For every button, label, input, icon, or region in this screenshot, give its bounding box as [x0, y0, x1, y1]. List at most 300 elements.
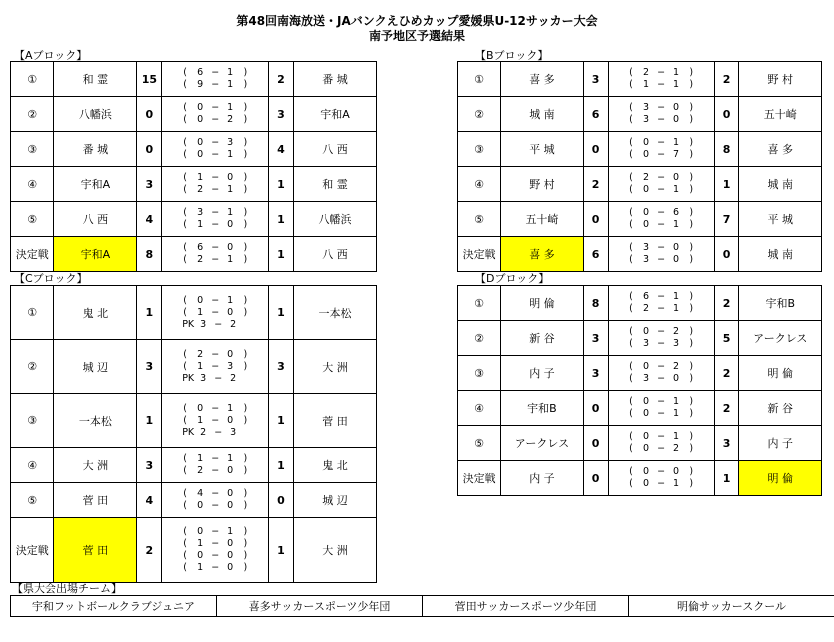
away-score: 1: [714, 461, 739, 496]
half-home-goals: 3: [197, 207, 204, 218]
match-row: [458, 321, 822, 356]
paren-close: ): [689, 303, 694, 314]
paren-open: (: [183, 306, 187, 318]
match-number: ⑤: [458, 202, 501, 237]
paren-open: (: [629, 184, 633, 195]
paren-open: (: [629, 466, 633, 477]
dash: −: [211, 219, 220, 230]
paren-open: (: [183, 526, 187, 537]
paren-close: ): [243, 538, 248, 549]
half-away-goals: 0: [227, 306, 234, 318]
dash: −: [657, 79, 666, 90]
half-score-line: [609, 396, 714, 408]
half-away-goals: 0: [227, 500, 234, 511]
paren-close: ): [243, 219, 248, 230]
half-away-goals: 0: [673, 172, 680, 183]
dash: −: [657, 443, 666, 454]
away-score: 3: [269, 340, 294, 394]
paren-open: (: [629, 396, 633, 407]
paren-close: ): [689, 254, 694, 265]
block-b-table: [457, 61, 822, 272]
half-home-goals: 0: [643, 431, 650, 442]
half-score-line: [162, 453, 268, 465]
half-home-goals: 0: [643, 207, 650, 218]
away-team: 八 西: [294, 237, 377, 272]
paren-open: (: [629, 114, 633, 125]
away-score: 0: [714, 97, 739, 132]
match-row: [11, 448, 377, 483]
pk-home: 2: [200, 426, 207, 438]
paren-close: ): [243, 348, 248, 360]
home-score: 0: [583, 461, 608, 496]
half-home-goals: 0: [197, 114, 204, 125]
half-scores: [162, 394, 269, 448]
home-team: 八幡浜: [54, 97, 137, 132]
away-team: アークレス: [739, 321, 822, 356]
half-away-goals: 2: [673, 361, 680, 372]
dash: −: [214, 372, 223, 384]
half-home-goals: 0: [643, 326, 650, 337]
dash: −: [211, 562, 220, 573]
paren-close: ): [243, 414, 248, 426]
match-number: ①: [11, 286, 54, 340]
paren-open: (: [183, 207, 187, 218]
block-c-label: 【Cブロック】: [14, 272, 88, 285]
paren-open: (: [183, 538, 187, 549]
paren-close: ): [689, 361, 694, 372]
home-score: 0: [583, 391, 608, 426]
half-score-line: [609, 361, 714, 373]
half-score-line: [162, 361, 268, 373]
dash: −: [211, 294, 220, 306]
half-scores: [162, 202, 269, 237]
half-away-goals: 0: [227, 219, 234, 230]
half-home-goals: 0: [197, 149, 204, 160]
match-number: ⑤: [11, 202, 54, 237]
half-score-line: [609, 466, 714, 478]
match-row: [11, 62, 377, 97]
pk-away: 2: [230, 318, 237, 330]
finals-team: 菅田サッカースポーツ少年団: [423, 596, 629, 617]
dash: −: [211, 550, 220, 561]
dash: −: [657, 149, 666, 160]
half-away-goals: 1: [227, 207, 234, 218]
match-row: [11, 518, 377, 583]
match-number: ④: [11, 448, 54, 483]
paren-open: (: [183, 79, 187, 90]
paren-close: ): [689, 102, 694, 113]
paren-close: ): [689, 114, 694, 125]
half-home-goals: 3: [643, 373, 650, 384]
match-number: ①: [458, 62, 501, 97]
paren-close: ): [243, 500, 248, 511]
home-score: 0: [583, 132, 608, 167]
home-score: 0: [137, 97, 162, 132]
home-team: 五十崎: [501, 202, 583, 237]
away-score: 8: [714, 132, 739, 167]
home-team: 鬼 北: [54, 286, 137, 340]
home-team: 喜 多: [501, 62, 583, 97]
away-team: 五十崎: [739, 97, 822, 132]
half-away-goals: 6: [673, 207, 680, 218]
paren-open: (: [183, 149, 187, 160]
dash: −: [657, 184, 666, 195]
half-scores: [608, 167, 714, 202]
block-c-table: [10, 285, 377, 583]
paren-close: ): [689, 431, 694, 442]
paren-close: ): [243, 79, 248, 90]
half-home-goals: 3: [643, 242, 650, 253]
away-team: 番 城: [294, 62, 377, 97]
half-scores: [608, 356, 714, 391]
half-home-goals: 3: [643, 102, 650, 113]
away-team: 大 洲: [294, 518, 377, 583]
half-home-goals: 1: [197, 172, 204, 183]
pk-away: 2: [230, 372, 237, 384]
half-score-line: [162, 307, 268, 319]
page-subtitle: 南予地区予選結果: [368, 29, 465, 43]
paren-close: ): [689, 408, 694, 419]
match-number: 決定戦: [458, 237, 501, 272]
half-scores: [608, 62, 714, 97]
home-team: 城 辺: [54, 340, 137, 394]
half-scores: [162, 62, 269, 97]
half-score-line: [162, 79, 268, 91]
half-score-line: [609, 172, 714, 184]
home-score: 2: [583, 167, 608, 202]
paren-open: (: [183, 242, 187, 253]
dash: −: [211, 242, 220, 253]
paren-open: (: [629, 207, 633, 218]
half-score-line: [162, 219, 268, 231]
half-score-line: [162, 538, 268, 550]
paren-close: ): [243, 526, 248, 537]
paren-close: ): [689, 242, 694, 253]
home-score: 0: [583, 202, 608, 237]
half-score-line: [162, 562, 268, 574]
paren-close: ): [689, 396, 694, 407]
half-away-goals: 1: [673, 137, 680, 148]
paren-open: (: [183, 294, 187, 306]
paren-open: (: [183, 488, 187, 499]
match-row: [458, 286, 822, 321]
half-score-line: [609, 207, 714, 219]
pk-label: PK: [182, 426, 195, 438]
paren-open: (: [629, 219, 633, 230]
away-score: 1: [714, 167, 739, 202]
paren-open: (: [629, 338, 633, 349]
half-away-goals: 1: [227, 149, 234, 160]
half-home-goals: 6: [643, 291, 650, 302]
half-score-line: [609, 303, 714, 315]
home-team: 宇和B: [501, 391, 583, 426]
paren-close: ): [243, 550, 248, 561]
half-away-goals: 1: [673, 303, 680, 314]
home-score: 3: [137, 167, 162, 202]
half-home-goals: 1: [197, 360, 204, 372]
half-away-goals: 1: [673, 184, 680, 195]
away-team: 大 洲: [294, 340, 377, 394]
away-score: 3: [269, 97, 294, 132]
match-number: ②: [11, 97, 54, 132]
half-scores: [608, 426, 714, 461]
half-home-goals: 0: [643, 396, 650, 407]
dash: −: [211, 453, 220, 464]
paren-open: (: [183, 550, 187, 561]
home-team: 内 子: [501, 461, 583, 496]
match-number: ④: [458, 391, 501, 426]
paren-open: (: [629, 172, 633, 183]
half-home-goals: 0: [197, 550, 204, 561]
half-home-goals: 0: [643, 478, 650, 489]
home-score: 3: [137, 340, 162, 394]
half-away-goals: 1: [673, 67, 680, 78]
half-score-line: [609, 67, 714, 79]
half-away-goals: 0: [673, 242, 680, 253]
half-home-goals: 6: [197, 242, 204, 253]
paren-close: ): [689, 172, 694, 183]
away-team: 鬼 北: [294, 448, 377, 483]
half-score-line: [162, 550, 268, 562]
match-row: [11, 340, 377, 394]
paren-close: ): [243, 102, 248, 113]
half-away-goals: 0: [673, 114, 680, 125]
finals-team: 明倫サッカースクール: [629, 596, 834, 617]
away-score: 1: [269, 394, 294, 448]
match-number: ③: [11, 132, 54, 167]
match-number: ③: [458, 132, 501, 167]
paren-open: (: [183, 360, 187, 372]
dash: −: [211, 306, 220, 318]
away-team: 和 霊: [294, 167, 377, 202]
pk-home: 3: [200, 318, 207, 330]
half-away-goals: 0: [673, 373, 680, 384]
half-away-goals: 3: [673, 338, 680, 349]
away-team: 城 辺: [294, 483, 377, 518]
paren-open: (: [183, 184, 187, 195]
half-score-line: [162, 295, 268, 307]
match-number: ⑤: [11, 483, 54, 518]
half-scores: [608, 132, 714, 167]
away-score: 2: [714, 62, 739, 97]
paren-open: (: [629, 149, 633, 160]
paren-open: (: [629, 303, 633, 314]
paren-close: ): [689, 373, 694, 384]
half-home-goals: 2: [643, 303, 650, 314]
half-away-goals: 0: [227, 465, 234, 476]
match-number: ①: [11, 62, 54, 97]
half-away-goals: 3: [227, 360, 234, 372]
half-scores: [162, 483, 269, 518]
match-number: ②: [458, 97, 501, 132]
half-home-goals: 0: [643, 137, 650, 148]
half-home-goals: 1: [197, 538, 204, 549]
match-row: [458, 461, 822, 496]
paren-close: ): [689, 79, 694, 90]
half-score-line: [609, 338, 714, 350]
paren-close: ): [243, 402, 248, 414]
paren-open: (: [183, 67, 187, 78]
half-score-line: [609, 326, 714, 338]
half-score-line: [162, 488, 268, 500]
dash: −: [657, 338, 666, 349]
dash: −: [657, 67, 666, 78]
half-scores: [608, 237, 714, 272]
home-team: 野 村: [501, 167, 583, 202]
half-scores: [162, 97, 269, 132]
match-number: ②: [458, 321, 501, 356]
half-score-line: [609, 149, 714, 161]
paren-close: ): [689, 219, 694, 230]
half-home-goals: 0: [197, 102, 204, 113]
dash: −: [211, 402, 220, 414]
away-score: 2: [269, 62, 294, 97]
dash: −: [657, 408, 666, 419]
half-away-goals: 1: [673, 478, 680, 489]
pk-home: 3: [200, 372, 207, 384]
paren-close: ): [243, 254, 248, 265]
block-b-label: 【Bブロック】: [475, 49, 549, 62]
match-number: 決定戦: [11, 518, 54, 583]
paren-close: ): [243, 114, 248, 125]
pk-score-line: [162, 319, 268, 331]
away-score: 0: [714, 237, 739, 272]
away-score: 1: [269, 167, 294, 202]
page-title: 第48回南海放送・JAバンクえひめカップ愛媛県U-12サッカー大会: [236, 14, 598, 28]
dash: −: [211, 526, 220, 537]
home-team: 平 城: [501, 132, 583, 167]
half-home-goals: 2: [643, 67, 650, 78]
paren-open: (: [183, 348, 187, 360]
match-row: [11, 286, 377, 340]
half-home-goals: 0: [197, 294, 204, 306]
half-score-line: [609, 408, 714, 420]
half-away-goals: 0: [673, 102, 680, 113]
dash: −: [211, 360, 220, 372]
finals-table: [10, 595, 834, 617]
away-team: 八幡浜: [294, 202, 377, 237]
match-row: [458, 97, 822, 132]
half-score-line: [162, 242, 268, 254]
home-score: 1: [137, 286, 162, 340]
half-scores: [162, 286, 269, 340]
half-home-goals: 0: [643, 466, 650, 477]
half-home-goals: 0: [643, 219, 650, 230]
match-row: [458, 132, 822, 167]
pk-label: PK: [182, 372, 195, 384]
match-row: [458, 62, 822, 97]
home-score: 8: [583, 286, 608, 321]
dash: −: [657, 361, 666, 372]
paren-close: ): [243, 172, 248, 183]
match-row: [11, 202, 377, 237]
half-scores: [162, 518, 269, 583]
half-score-line: [609, 102, 714, 114]
home-score: 3: [583, 62, 608, 97]
paren-close: ): [689, 207, 694, 218]
home-team: 和 霊: [54, 62, 137, 97]
half-home-goals: 0: [643, 361, 650, 372]
half-away-goals: 3: [227, 137, 234, 148]
half-score-line: [609, 184, 714, 196]
away-team: 喜 多: [739, 132, 822, 167]
dash: −: [211, 538, 220, 549]
dash: −: [211, 79, 220, 90]
away-team: 内 子: [739, 426, 822, 461]
half-score-line: [609, 291, 714, 303]
half-home-goals: 9: [197, 79, 204, 90]
paren-open: (: [183, 465, 187, 476]
match-number: ④: [458, 167, 501, 202]
half-scores: [162, 340, 269, 394]
paren-close: ): [689, 443, 694, 454]
away-score: 0: [269, 483, 294, 518]
paren-open: (: [629, 242, 633, 253]
dash: −: [211, 500, 220, 511]
paren-close: ): [689, 137, 694, 148]
half-home-goals: 1: [197, 219, 204, 230]
paren-close: ): [243, 149, 248, 160]
away-score: 3: [714, 426, 739, 461]
half-away-goals: 1: [673, 396, 680, 407]
home-score: 8: [137, 237, 162, 272]
home-score: 3: [137, 448, 162, 483]
away-team: 城 南: [739, 237, 822, 272]
home-team: 一本松: [54, 394, 137, 448]
half-score-line: [162, 415, 268, 427]
away-score: 2: [714, 391, 739, 426]
paren-close: ): [243, 67, 248, 78]
half-scores: [162, 132, 269, 167]
dash: −: [214, 318, 223, 330]
home-score: 6: [583, 97, 608, 132]
half-score-line: [609, 254, 714, 266]
match-number: ①: [458, 286, 501, 321]
half-home-goals: 0: [197, 402, 204, 414]
dash: −: [211, 172, 220, 183]
block-d-table: [457, 285, 822, 496]
half-score-line: [609, 219, 714, 231]
block-a-table: [10, 61, 377, 272]
away-score: 1: [269, 286, 294, 340]
dash: −: [657, 114, 666, 125]
match-row: [458, 237, 822, 272]
match-number: ③: [458, 356, 501, 391]
paren-open: (: [183, 414, 187, 426]
match-number: ⑤: [458, 426, 501, 461]
pk-score-line: [162, 427, 268, 439]
dash: −: [657, 172, 666, 183]
pk-score-line: [162, 373, 268, 385]
half-scores: [608, 286, 714, 321]
half-score-line: [162, 254, 268, 266]
away-score: 1: [269, 237, 294, 272]
paren-open: (: [629, 137, 633, 148]
half-away-goals: 1: [227, 402, 234, 414]
half-home-goals: 4: [197, 488, 204, 499]
half-away-goals: 1: [227, 79, 234, 90]
match-row: [11, 167, 377, 202]
home-team: 番 城: [54, 132, 137, 167]
match-row: [458, 426, 822, 461]
half-away-goals: 0: [227, 488, 234, 499]
home-team: 宇和A: [54, 167, 137, 202]
half-home-goals: 2: [643, 172, 650, 183]
match-row: [458, 202, 822, 237]
paren-close: ): [243, 488, 248, 499]
dash: −: [657, 207, 666, 218]
match-row: [458, 391, 822, 426]
